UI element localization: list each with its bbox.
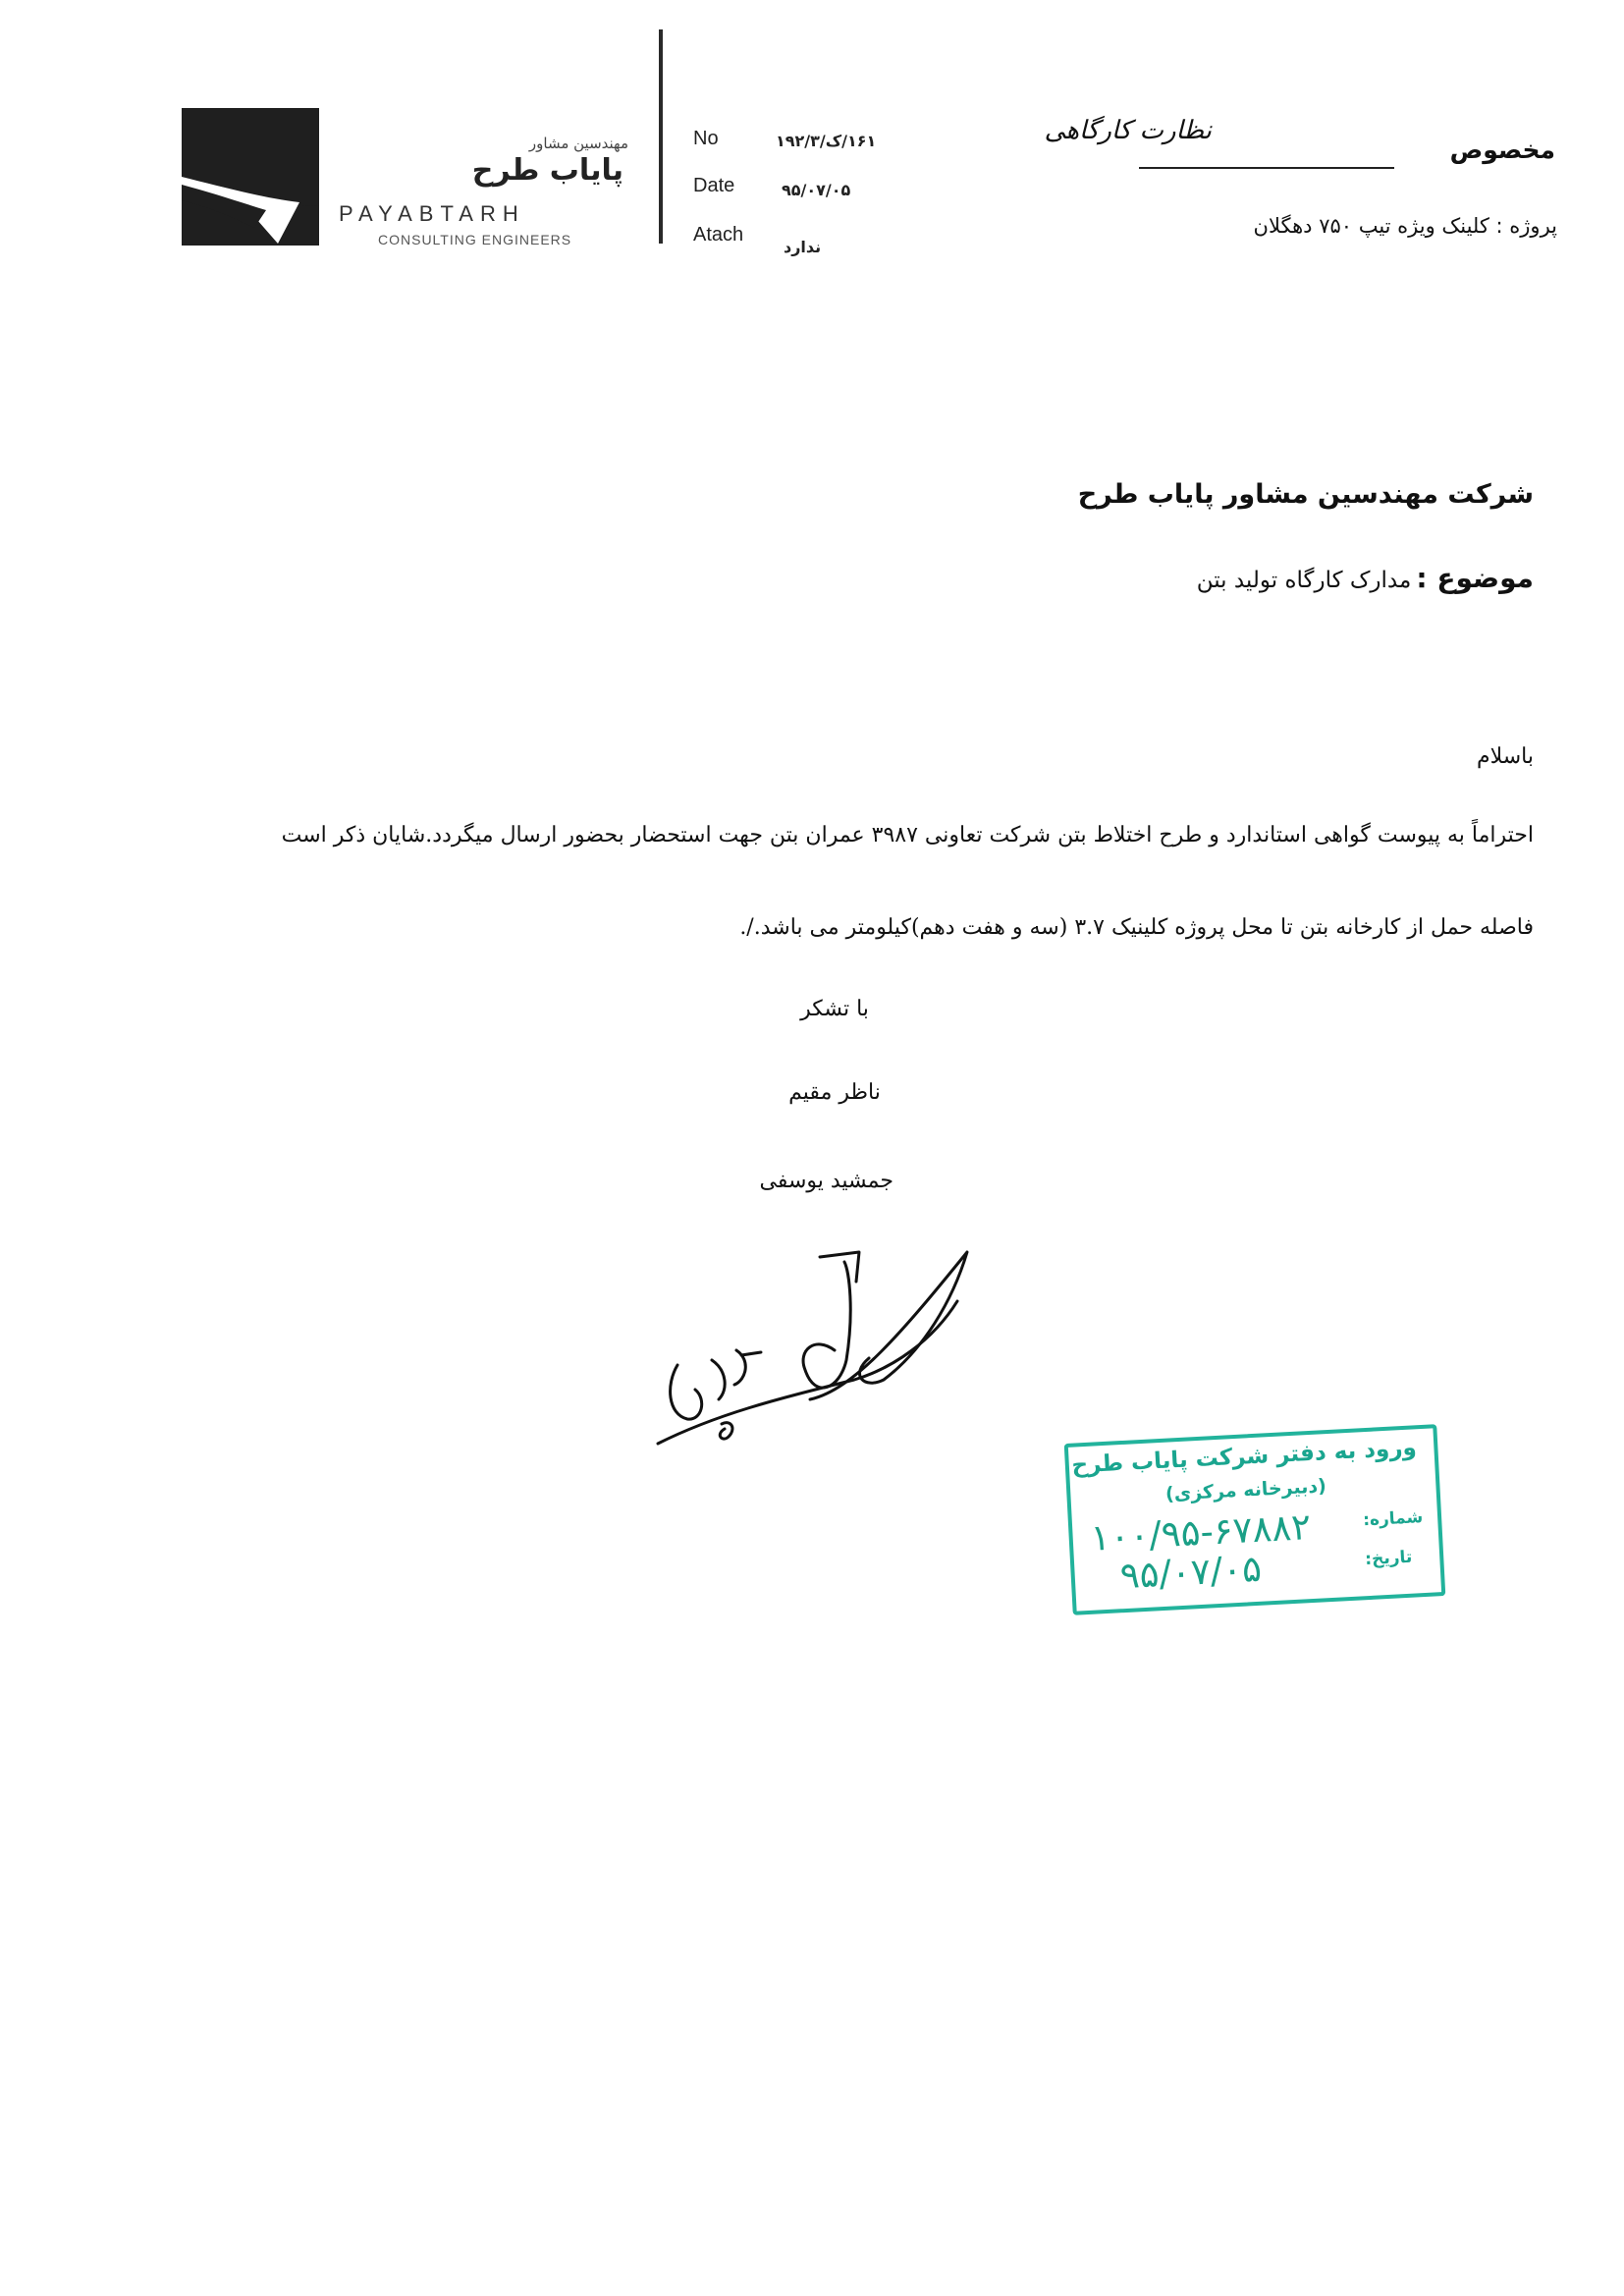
subject-label: موضوع : xyxy=(1416,562,1534,594)
receipt-number-value: ۱۰۰/۹۵-۶۷۸۸۲ xyxy=(1089,1505,1313,1559)
letter-number-value: ۱۶۱/ک/۱۹۲/۳ xyxy=(776,132,877,150)
logo-persian-subtitle: مهندسین مشاور xyxy=(528,135,628,152)
closing: با تشکر xyxy=(800,997,869,1021)
company-logo xyxy=(182,108,319,246)
header-stamp-underline xyxy=(1139,167,1394,169)
letter-date-label: Date xyxy=(693,175,735,196)
subject-line xyxy=(1197,562,1534,594)
receipt-stamp-title: ورود به دفتر شرکت پایاب طرح xyxy=(1070,1435,1418,1479)
header-divider xyxy=(659,29,663,244)
logo-english-subtitle: CONSULTING ENGINEERS xyxy=(378,232,572,247)
receipt-stamp xyxy=(1064,1424,1446,1615)
header-stamp-label: مخصوص xyxy=(1449,136,1555,164)
logo-mark xyxy=(182,108,319,246)
receipt-number-label: شماره: xyxy=(1362,1507,1424,1531)
project-name: پروژه : کلینک ویژه تیپ ۷۵۰ دهگلان xyxy=(1253,214,1557,238)
handwritten-signature xyxy=(638,1242,982,1468)
logo-persian-name: پایاب طرح xyxy=(471,153,623,188)
receipt-date-value: ۹۵/۰۷/۰۵ xyxy=(1118,1547,1263,1598)
receipt-date-label: تاریخ: xyxy=(1364,1547,1413,1570)
letter-number-label: No xyxy=(693,128,719,149)
logo-english-name: PAYABTARH xyxy=(339,201,525,226)
letter-attachment-label: Atach xyxy=(693,224,744,246)
receipt-stamp-subtitle: (دبیرخانه مرکزی) xyxy=(1164,1475,1327,1505)
body-paragraph-line-1: احتراماً به پیوست گواهی استاندارد و طرح اختلاط بتن شرکت تعاونی ۳۹۸۷ عمران بتن جهت استحضار بحضور ارسال میگردد.شایان ذکر است xyxy=(281,823,1534,847)
header-stamp-value: نظارت کارگاهی xyxy=(1044,116,1212,145)
recipient: شرکت مهندسین مشاور پایاب طرح xyxy=(1077,479,1534,510)
greeting: باسلام xyxy=(1476,744,1534,769)
body-paragraph-line-2: فاصله حمل از کارخانه بتن تا محل پروژه کلینیک ۳.۷ (سه و هفت دهم)کیلومتر می باشد./. xyxy=(739,915,1534,940)
letter-date-value: ۹۵/۰۷/۰۵ xyxy=(782,181,851,199)
letter-attachment-value: ندارد xyxy=(784,238,822,256)
subject-text: مدارک کارگاه تولید بتن xyxy=(1196,568,1412,593)
signer-name: جمشید یوسفی xyxy=(759,1169,893,1193)
signer-role: ناظر مقیم xyxy=(788,1080,881,1105)
